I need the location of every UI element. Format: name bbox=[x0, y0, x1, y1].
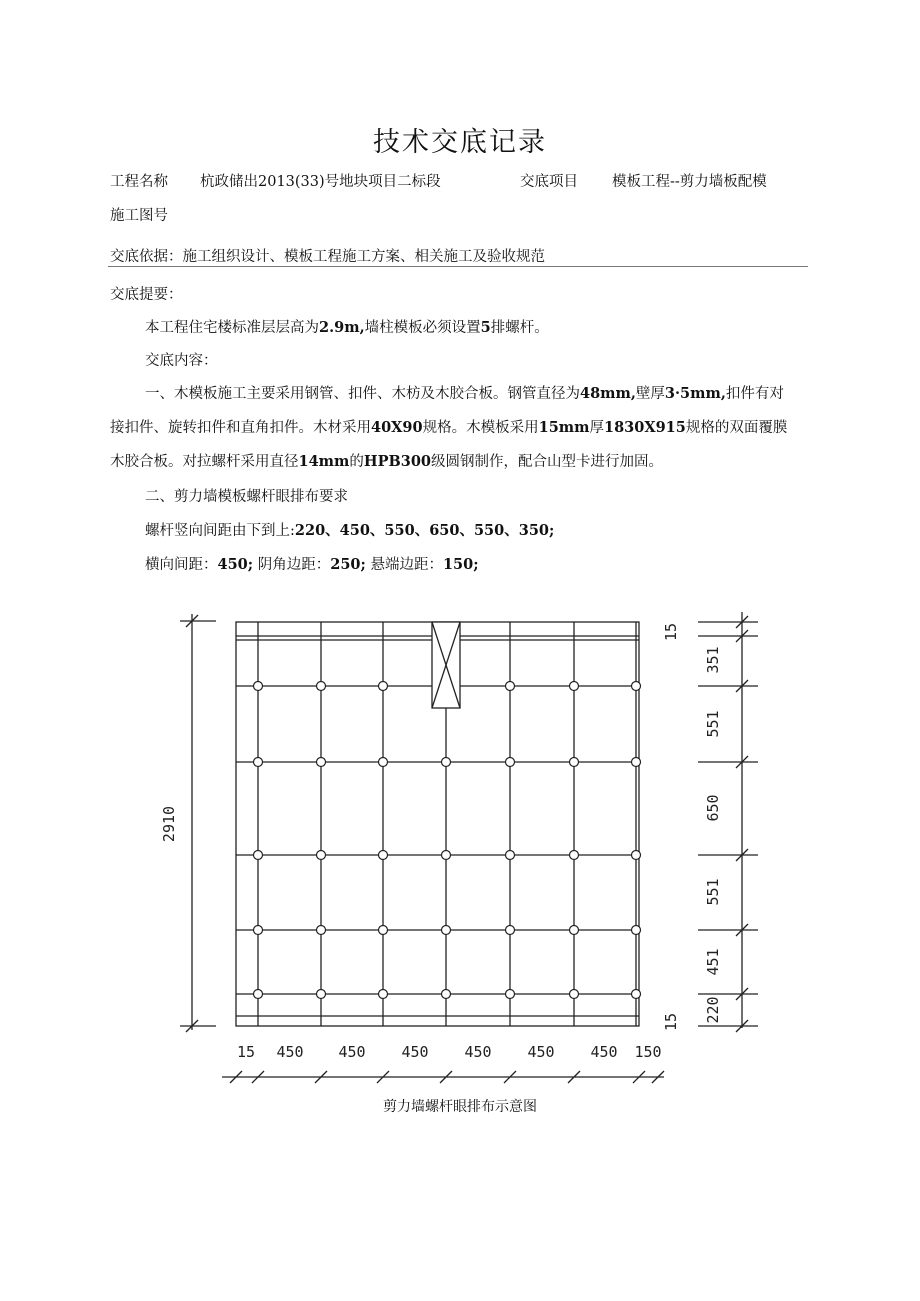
right-dim-label: 551 bbox=[704, 878, 722, 906]
right-dim-label: 15 bbox=[662, 622, 680, 642]
page-title: 技术交底记录 bbox=[373, 127, 547, 158]
basis-line: 交底依据：施工组织设计、模板工程施工方案、相关施工及验收规范 bbox=[110, 249, 545, 265]
bottom-dimension-labels bbox=[237, 1043, 662, 1061]
pipe-thickness: 3·5mm, bbox=[664, 385, 726, 402]
bolt-hole bbox=[317, 926, 326, 935]
bolt-hole bbox=[317, 682, 326, 691]
item-label: 交底项目 bbox=[520, 174, 578, 190]
bolt-hole bbox=[254, 851, 263, 860]
bottom-dim-label: 450 bbox=[401, 1043, 429, 1061]
bolt-hole bbox=[442, 926, 451, 935]
bolt-hole bbox=[632, 990, 641, 999]
bolt-hole bbox=[632, 758, 641, 767]
right-dim-label: 15 bbox=[662, 1012, 680, 1032]
summary-text-2: 墙柱模板必须设置 bbox=[364, 320, 481, 336]
timber-spec: 40X90 bbox=[371, 419, 423, 436]
floor-height: 2.9m, bbox=[319, 319, 365, 336]
p2-heading: 二、剪力墙模板螺杆眼排布要求 bbox=[145, 489, 348, 505]
bolt-hole bbox=[632, 851, 641, 860]
bolt-hole bbox=[254, 990, 263, 999]
vertical-spacing-values: 220、450、550、650、550、350; bbox=[294, 522, 555, 539]
inner-corner-value: 250; bbox=[330, 556, 366, 573]
bolt-hole bbox=[379, 926, 388, 935]
bolt-hole bbox=[254, 758, 263, 767]
bolt-hole bbox=[254, 926, 263, 935]
diagram-caption: 剪力墙螺杆眼排布示意图 bbox=[383, 1099, 537, 1115]
right-dim-label: 650 bbox=[704, 794, 722, 822]
bolt-hole bbox=[570, 758, 579, 767]
height-dimension bbox=[180, 614, 216, 1032]
bolt-hole bbox=[442, 758, 451, 767]
p1-text-6: 厚 bbox=[589, 420, 604, 436]
bolt-hole bbox=[506, 758, 515, 767]
summary-text-1: 本工程住宅楼标准层层高为 bbox=[145, 320, 319, 336]
bolt-hole bbox=[379, 682, 388, 691]
bolt-hole bbox=[632, 682, 641, 691]
height-dim-label: 2910 bbox=[160, 805, 178, 843]
bolt-hole bbox=[570, 990, 579, 999]
p1-text-3: 扣件有对 bbox=[725, 386, 784, 402]
bottom-dim-label: 15 bbox=[236, 1043, 256, 1061]
bolt-rows: 5 bbox=[480, 319, 491, 336]
free-end-label: 悬端边距： bbox=[370, 557, 443, 573]
bolt-hole bbox=[632, 926, 641, 935]
bolt-hole bbox=[570, 851, 579, 860]
inner-corner-label: 阴角边距： bbox=[257, 557, 331, 573]
bolt-hole bbox=[317, 758, 326, 767]
bolt-hole bbox=[254, 682, 263, 691]
pipe-diameter: 48mm, bbox=[580, 385, 636, 402]
board-thickness: 15mm bbox=[538, 419, 590, 436]
board-size: 1830X915 bbox=[603, 419, 686, 436]
item-value: 模板工程--剪力墙板配模 bbox=[612, 174, 767, 190]
h-spacing-value: 450; bbox=[217, 556, 254, 573]
h-spacing-label: 横向间距： bbox=[145, 557, 218, 573]
project-name-value: 杭政储出2013(33)号地块项目二标段 bbox=[200, 174, 441, 190]
bolt-hole bbox=[506, 926, 515, 935]
bolt-hole bbox=[317, 851, 326, 860]
p1-text-1: 一、木模板施工主要采用钢管、扣件、木枋及木胶合板。钢管直径为 bbox=[145, 386, 580, 402]
bolt-hole bbox=[570, 926, 579, 935]
bolt-hole bbox=[317, 990, 326, 999]
right-dim-label: 551 bbox=[704, 710, 722, 738]
bolt-holes bbox=[254, 682, 641, 999]
right-dimension-labels bbox=[662, 623, 722, 1031]
bolt-hole bbox=[442, 851, 451, 860]
p1-text-8: 木胶合板。对拉螺杆采用直径 bbox=[110, 454, 299, 470]
project-name-label: 工程名称 bbox=[110, 174, 168, 190]
bolt-hole bbox=[379, 758, 388, 767]
bolt-diameter: 14mm bbox=[298, 453, 350, 470]
p1-text-7: 规格的双面覆膜 bbox=[685, 420, 788, 436]
bolt-hole bbox=[506, 851, 515, 860]
bottom-dim-label: 450 bbox=[464, 1043, 492, 1061]
p1-text-10: 级圆钢制作，配合山型卡进行加固。 bbox=[431, 454, 664, 470]
bottom-dim-label: 150 bbox=[634, 1043, 662, 1061]
summary-label: 交底提要： bbox=[110, 287, 183, 303]
p1-text-2: 壁厚 bbox=[635, 386, 665, 402]
summary-text-3: 排螺杆。 bbox=[490, 320, 549, 336]
bolt-hole bbox=[506, 682, 515, 691]
drawing-no-label: 施工图号 bbox=[110, 208, 168, 224]
vertical-spacing-label: 螺杆竖向间距由下到上: bbox=[145, 523, 295, 539]
bottom-dimension-chain bbox=[222, 1071, 664, 1083]
bottom-dim-label: 450 bbox=[338, 1043, 366, 1061]
steel-grade: HPB300 bbox=[363, 453, 432, 470]
bolt-hole bbox=[379, 990, 388, 999]
p1-text-5: 规格。木模板采用 bbox=[422, 420, 539, 436]
right-dim-label: 220 bbox=[704, 996, 722, 1024]
bottom-dim-label: 450 bbox=[276, 1043, 304, 1061]
bottom-dim-label: 450 bbox=[527, 1043, 555, 1061]
bolt-hole bbox=[442, 990, 451, 999]
bottom-dim-label: 450 bbox=[590, 1043, 618, 1061]
bolt-hole bbox=[570, 682, 579, 691]
p1-text-9: 的 bbox=[349, 454, 364, 470]
free-end-value: 150; bbox=[442, 556, 479, 573]
p1-text-4: 接扣件、旋转扣件和直角扣件。木材采用 bbox=[110, 420, 371, 436]
bolt-hole bbox=[379, 851, 388, 860]
content-label: 交底内容： bbox=[145, 353, 218, 369]
right-dim-label: 451 bbox=[704, 948, 722, 976]
bolt-hole bbox=[506, 990, 515, 999]
right-dim-label: 351 bbox=[704, 646, 722, 674]
